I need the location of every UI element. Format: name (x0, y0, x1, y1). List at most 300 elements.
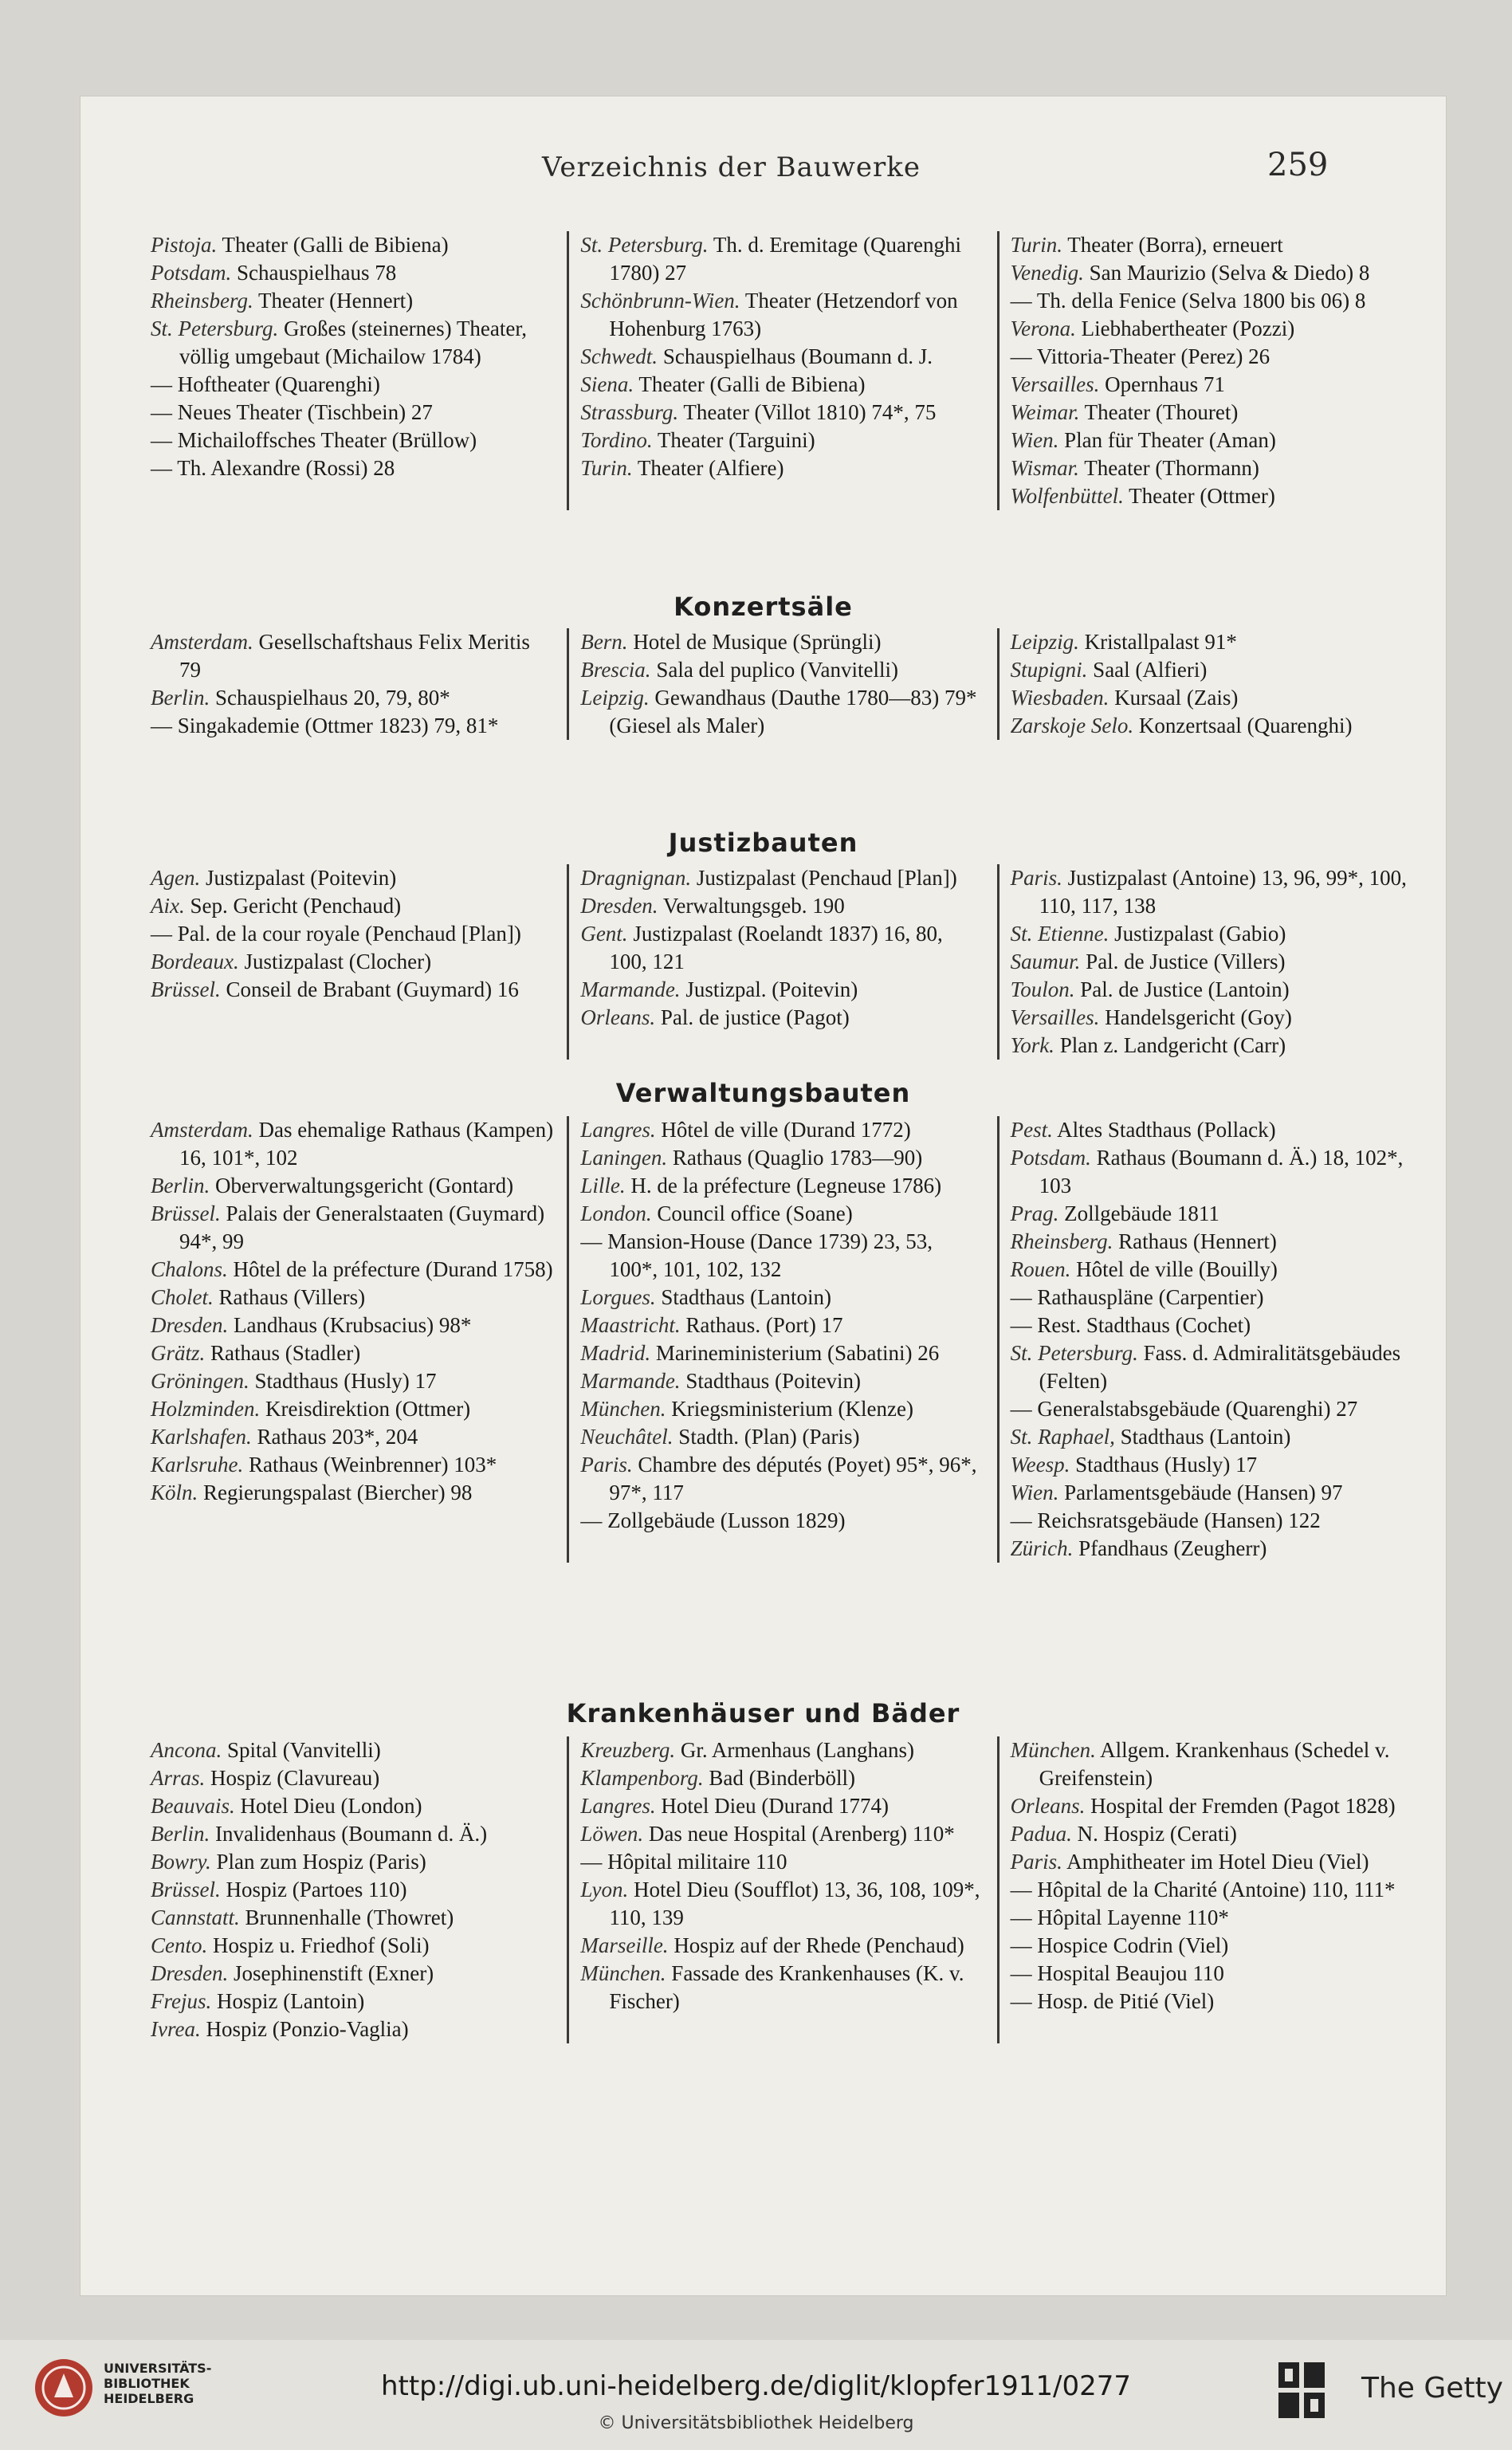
entry-text: — Hospital Beaujou 110 (1010, 1961, 1224, 1985)
place-name: Dresden. (151, 1961, 229, 1985)
entry-text: — Singakademie (Ottmer 1823) 79, 81* (151, 714, 499, 737)
index-entry (1011, 684, 1416, 712)
place-name: St. Petersburg. (580, 233, 709, 257)
index-entry (580, 920, 985, 976)
section-theater-columns (139, 231, 1427, 510)
entry-text: Das ehemalige Rathaus (Kampen) 16, 101*, 102 (179, 1118, 554, 1170)
entry-text: Sala del puplico (Vanvitelli) (650, 658, 898, 682)
index-entry (580, 399, 985, 427)
place-name: Karlsruhe. (151, 1453, 244, 1477)
index-entry (151, 1932, 556, 1960)
place-name: Versailles. (1010, 372, 1100, 396)
index-entry (580, 427, 985, 454)
place-name: Laningen. (580, 1146, 668, 1170)
index-entry (151, 1312, 556, 1339)
column-middle (567, 231, 996, 510)
entry-text: Hospiz auf der Rhede (Penchaud) (668, 1933, 964, 1957)
entry-text: Stadth. (Plan) (Paris) (673, 1425, 860, 1449)
entry-text: Altes Stadthaus (Pollack) (1052, 1118, 1276, 1142)
place-name: Pistoja. (151, 233, 218, 257)
index-entry (1011, 315, 1416, 343)
place-name: Toulon. (1010, 977, 1075, 1001)
index-entry (151, 1960, 556, 1988)
entry-text: Stadthaus (Poitevin) (680, 1369, 862, 1393)
section-verwaltungsbauten-columns (139, 1116, 1427, 1563)
index-entry (1011, 1032, 1416, 1060)
entry-text: Rathaus (Villers) (213, 1285, 366, 1309)
index-entry (580, 1200, 985, 1228)
index-entry (151, 315, 556, 371)
index-entry (151, 1792, 556, 1820)
entry-text: Spital (Vanvitelli) (222, 1738, 381, 1762)
place-name: Madrid. (580, 1341, 651, 1365)
index-entry (580, 287, 985, 343)
entry-text: Theater (Thouret) (1079, 400, 1239, 424)
entry-text: — Neues Theater (Tischbein) 27 (151, 400, 433, 424)
getty-name: The Getty (1361, 2372, 1503, 2405)
entry-text: Rathaus (Stadler) (205, 1341, 361, 1365)
section-heading-krankenhaeuser: Krankenhäuser und Bäder (566, 1698, 960, 1728)
index-entry (1011, 1284, 1416, 1312)
entry-text: — Mansion-House (Dance 1739) 23, 53, 100*, 101, 102, 132 (580, 1229, 933, 1281)
index-entry (1011, 1876, 1416, 1904)
entry-text: Gr. Armenhaus (Langhans) (675, 1738, 915, 1762)
section-heading-justizbauten: Justizbauten (668, 828, 858, 858)
place-name: Lille. (580, 1174, 626, 1197)
entry-text: Chambre des députés (Poyet) 95*, 96*, 97*, 117 (609, 1453, 977, 1504)
entry-text: Theater (Targuini) (652, 428, 815, 452)
index-entry (1011, 1792, 1416, 1820)
index-entry (1011, 712, 1416, 740)
entry-text: — Hosp. de Pitié (Viel) (1010, 1989, 1215, 2013)
place-name: Versailles. (1010, 1005, 1100, 1029)
index-entry (1011, 1932, 1416, 1960)
index-entry (151, 892, 556, 920)
place-name: St. Etienne. (1010, 922, 1109, 946)
place-name: Langres. (580, 1794, 656, 1818)
index-entry (151, 1172, 556, 1200)
entry-text: — Hospice Codrin (Viel) (1010, 1933, 1229, 1957)
index-entry (1011, 1904, 1416, 1932)
index-entry (151, 1284, 556, 1312)
viewer-footer (0, 2340, 1512, 2450)
entry-text: Plan für Theater (Aman) (1058, 428, 1276, 452)
index-entry (1011, 482, 1416, 510)
running-header (80, 147, 1447, 199)
place-name: Amsterdam. (151, 630, 253, 654)
place-name: Frejus. (151, 1989, 212, 2013)
place-name: Brescia. (580, 658, 651, 682)
place-name: Weimar. (1010, 400, 1080, 424)
index-entry (1011, 1848, 1416, 1876)
index-entry (580, 892, 985, 920)
place-name: Orleans. (1010, 1794, 1086, 1818)
place-name: Paris. (1010, 866, 1062, 890)
index-entry (151, 231, 556, 259)
place-name: York. (1010, 1033, 1054, 1057)
entry-text: — Hôpital militaire 110 (580, 1850, 787, 1874)
index-entry (151, 1256, 556, 1284)
place-name: Wolfenbüttel. (1010, 484, 1124, 508)
column-left (139, 864, 567, 1060)
index-entry (1011, 1116, 1416, 1144)
index-entry (151, 2015, 556, 2043)
column-left (139, 628, 567, 740)
entry-text: Hospiz (Ponzio-Vaglia) (200, 2017, 409, 2041)
place-name: Brüssel. (151, 977, 221, 1001)
place-name: Bordeaux. (151, 950, 239, 973)
place-name: Aix. (151, 894, 185, 918)
index-entry (580, 1395, 985, 1423)
index-entry (151, 454, 556, 482)
index-entry (580, 656, 985, 684)
entry-text: — Rathauspläne (Carpentier) (1010, 1285, 1264, 1309)
column-middle (567, 1116, 996, 1563)
index-entry (1011, 1736, 1416, 1792)
entry-text: Fassade des Krankenhauses (K. v. Fischer) (609, 1961, 964, 2013)
entry-text: Brunnenhalle (Thowret) (239, 1905, 454, 1929)
index-entry (580, 628, 985, 656)
index-entry (580, 1820, 985, 1848)
index-entry (1011, 1395, 1416, 1423)
index-entry (1011, 1339, 1416, 1395)
entry-text: Stadthaus (Husly) 17 (1070, 1453, 1258, 1477)
column-middle (567, 1736, 996, 2043)
place-name: Gröningen. (151, 1369, 249, 1393)
place-name: Zürich. (1010, 1536, 1074, 1560)
entry-text: Pal. de Justice (Villers) (1080, 950, 1286, 973)
entry-text: Regierungspalast (Biercher) 98 (198, 1481, 473, 1504)
index-entry (580, 976, 985, 1004)
entry-text: Kreisdirektion (Ottmer) (260, 1397, 471, 1421)
index-entry (151, 1479, 556, 1507)
place-name: St. Petersburg. (151, 317, 279, 340)
place-name: Marmande. (580, 1369, 681, 1393)
index-entry (580, 684, 985, 740)
place-name: London. (580, 1201, 652, 1225)
entry-text: Justizpalast (Poitevin) (200, 866, 397, 890)
place-name: Strassburg. (580, 400, 679, 424)
index-entry (580, 1367, 985, 1395)
column-right (997, 1736, 1427, 2043)
index-entry (1011, 1820, 1416, 1848)
entry-text: Justizpal. (Poitevin) (680, 977, 858, 1001)
entry-text: — Generalstabsgebäude (Quarenghi) 27 (1010, 1397, 1358, 1421)
place-name: Prag. (1010, 1201, 1059, 1225)
place-name: Dresden. (151, 1313, 229, 1337)
place-name: Lyon. (580, 1878, 629, 1901)
place-name: Gent. (580, 922, 628, 946)
entry-text: Rathaus (Weinbrenner) 103* (243, 1453, 497, 1477)
place-name: Berlin. (151, 1174, 210, 1197)
place-name: St. Petersburg. (1010, 1341, 1138, 1365)
index-entry (580, 231, 985, 287)
place-name: Lorgues. (580, 1285, 656, 1309)
place-name: Marmande. (580, 977, 681, 1001)
place-name: Chalons. (151, 1257, 228, 1281)
place-name: Turin. (1010, 233, 1062, 257)
entry-text: Hôtel de la préfecture (Durand 1758) (227, 1257, 553, 1281)
index-entry (580, 864, 985, 892)
place-name: Leipzig. (1010, 630, 1079, 654)
index-entry (151, 1451, 556, 1479)
place-name: Verona. (1010, 317, 1076, 340)
entry-text: Schauspielhaus 20, 79, 80* (210, 686, 450, 710)
index-entry (1011, 1960, 1416, 1988)
place-name: Rheinsberg. (151, 289, 253, 313)
entry-text: Stadthaus (Lantoin) (1114, 1425, 1291, 1449)
entry-text: Handelsgericht (Goy) (1099, 1005, 1292, 1029)
place-name: Wien. (1010, 1481, 1059, 1504)
permalink-url[interactable]: http://digi.ub.uni-heidelberg.de/diglit/klopfer1911/0277 (380, 2370, 1132, 2402)
entry-text: Rathaus. (Port) 17 (680, 1313, 843, 1337)
column-left (139, 1736, 567, 2043)
entry-text: Palais der Generalstaaten (Guymard) 94*, 99 (179, 1201, 545, 1253)
place-name: Cento. (151, 1933, 208, 1957)
index-entry (580, 1423, 985, 1451)
index-entry (580, 1960, 985, 2015)
index-entry (1011, 948, 1416, 976)
entry-text: Justizpalast (Gabio) (1109, 922, 1286, 946)
entry-text: Fass. d. Admiralitätsgebäudes (Felten) (1039, 1341, 1401, 1393)
index-entry (151, 1876, 556, 1904)
index-entry (1011, 628, 1416, 656)
index-entry (151, 1116, 556, 1172)
entry-text: Zollgebäude 1811 (1058, 1201, 1219, 1225)
place-name: München. (1010, 1738, 1096, 1762)
book-page (80, 96, 1447, 2296)
running-title: Verzeichnis der Bauwerke (542, 151, 921, 183)
entry-text: Kriegsministerium (Klenze) (666, 1397, 913, 1421)
place-name: Bowry. (151, 1850, 211, 1874)
entry-text: Theater (Galli de Bibiena) (634, 372, 866, 396)
index-entry (151, 371, 556, 399)
index-entry (151, 864, 556, 892)
index-entry (1011, 976, 1416, 1004)
index-entry (151, 1395, 556, 1423)
index-entry (1011, 1423, 1416, 1451)
place-name: Pest. (1010, 1118, 1053, 1142)
place-name: Venedig. (1010, 261, 1084, 285)
place-name: Holzminden. (151, 1397, 261, 1421)
place-name: Cholet. (151, 1285, 214, 1309)
place-name: Karlshafen. (151, 1425, 252, 1449)
entry-text: Rathaus (Quaglio 1783—90) (667, 1146, 923, 1170)
entry-text: Theater (Hennert) (253, 289, 414, 313)
index-entry (580, 1932, 985, 1960)
place-name: Paris. (580, 1453, 633, 1477)
entry-text: Schauspielhaus (Boumann d. J. (658, 344, 933, 368)
index-entry (1011, 231, 1416, 259)
entry-text: Landhaus (Krubsacius) 98* (228, 1313, 472, 1337)
entry-text: Rathaus (Boumann d. Ä.) 18, 102*, 103 (1039, 1146, 1404, 1197)
place-name: Orleans. (580, 1005, 656, 1029)
index-entry (1011, 1312, 1416, 1339)
copyright-notice: © Universitätsbibliothek Heidelberg (598, 2413, 914, 2433)
entry-text: Justizpalast (Roelandt 1837) 16, 80, 100, 121 (609, 922, 943, 973)
place-name: Dresden. (580, 894, 658, 918)
index-entry (1011, 1144, 1416, 1200)
place-name: Potsdam. (1010, 1146, 1091, 1170)
index-entry (1011, 287, 1416, 315)
entry-text: Großes (steinernes) Theater, völlig umgebaut (Michailow 1784) (179, 317, 528, 368)
column-right (997, 628, 1427, 740)
index-entry (151, 399, 556, 427)
index-entry (151, 1736, 556, 1764)
index-entry (151, 712, 556, 740)
index-entry (1011, 1451, 1416, 1479)
index-entry (1011, 920, 1416, 948)
entry-text: Allgem. Krankenhaus (Schedel v. Greifenstein) (1039, 1738, 1390, 1790)
index-entry (151, 948, 556, 976)
entry-text: — Zollgebäude (Lusson 1829) (580, 1508, 846, 1532)
entry-text: Marineministerium (Sabatini) 26 (650, 1341, 940, 1365)
place-name: Klampenborg. (580, 1766, 704, 1790)
entry-text: Oberverwaltungsgericht (Gontard) (210, 1174, 514, 1197)
entry-text: H. de la préfecture (Legneuse 1786) (625, 1174, 942, 1197)
index-entry (580, 1004, 985, 1032)
entry-text: Hôtel de ville (Bouilly) (1070, 1257, 1278, 1281)
column-middle (567, 864, 996, 1060)
entry-text: Rathaus 203*, 204 (251, 1425, 418, 1449)
index-entry (580, 1172, 985, 1200)
place-name: Schwedt. (580, 344, 658, 368)
index-entry (151, 259, 556, 287)
place-name: Cannstatt. (151, 1905, 240, 1929)
entry-text: Opernhaus 71 (1099, 372, 1225, 396)
entry-text: Hospiz (Lantoin) (211, 1989, 365, 2013)
entry-text: Theater (Thormann) (1078, 456, 1259, 480)
entry-text: Stadthaus (Lantoin) (655, 1285, 832, 1309)
place-name: Rheinsberg. (1010, 1229, 1113, 1253)
index-entry (1011, 259, 1416, 287)
entry-text: Plan z. Landgericht (Carr) (1054, 1033, 1286, 1057)
entry-text: Bad (Binderböll) (703, 1766, 856, 1790)
entry-text: Parlamentsgebäude (Hansen) 97 (1058, 1481, 1343, 1504)
entry-text: — Rest. Stadthaus (Cochet) (1010, 1313, 1251, 1337)
index-entry (1011, 371, 1416, 399)
place-name: Wismar. (1010, 456, 1079, 480)
index-entry (580, 1228, 985, 1284)
column-right (997, 864, 1427, 1060)
index-entry (151, 427, 556, 454)
place-name: Agen. (151, 866, 201, 890)
entry-text: Hotel Dieu (London) (234, 1794, 422, 1818)
entry-text: Sep. Gericht (Penchaud) (184, 894, 402, 918)
place-name: München. (580, 1397, 666, 1421)
section-konzertsaele-columns (139, 628, 1427, 740)
place-name: Dragnignan. (580, 866, 692, 890)
section-heading-verwaltungsbauten: Verwaltungsbauten (615, 1078, 911, 1108)
index-entry (151, 1423, 556, 1451)
index-entry (580, 343, 985, 371)
entry-text: Hotel Dieu (Soufflot) 13, 36, 108, 109*, 110, 139 (609, 1878, 980, 1929)
place-name: Potsdam. (151, 261, 232, 285)
entry-text: San Maurizio (Selva & Diedo) 8 (1083, 261, 1370, 285)
place-name: Marseille. (580, 1933, 669, 1957)
index-entry (580, 1736, 985, 1764)
place-name: Maastricht. (580, 1313, 681, 1337)
entry-text: Hotel Dieu (Durand 1774) (655, 1794, 890, 1818)
index-entry (580, 371, 985, 399)
entry-text: Pfandhaus (Zeugherr) (1073, 1536, 1267, 1560)
entry-text: Kursaal (Zais) (1109, 686, 1239, 710)
entry-text: N. Hospiz (Cerati) (1071, 1822, 1237, 1846)
entry-text: Pal. de Justice (Lantoin) (1074, 977, 1290, 1001)
place-name: Schönbrunn-Wien. (580, 289, 740, 313)
index-entry (580, 454, 985, 482)
index-entry (1011, 1535, 1416, 1563)
entry-text: Hôtel de ville (Durand 1772) (655, 1118, 911, 1142)
column-right (997, 231, 1427, 510)
entry-text: — Th. della Fenice (Selva 1800 bis 06) 8 (1010, 289, 1366, 313)
index-entry (151, 1904, 556, 1932)
place-name: Brüssel. (151, 1878, 221, 1901)
entry-text: Plan zum Hospiz (Paris) (210, 1850, 426, 1874)
entry-text: Council office (Soane) (651, 1201, 853, 1225)
index-entry (1011, 343, 1416, 371)
place-name: Turin. (580, 456, 633, 480)
column-middle (567, 628, 996, 740)
index-entry (1011, 656, 1416, 684)
column-left (139, 231, 567, 510)
entry-text: — Michailoffsches Theater (Brüllow) (151, 428, 477, 452)
index-entry (580, 1792, 985, 1820)
index-entry (1011, 864, 1416, 920)
place-name: Beauvais. (151, 1794, 235, 1818)
index-entry (151, 628, 556, 684)
place-name: Stupigni. (1010, 658, 1088, 682)
index-entry (580, 1312, 985, 1339)
place-name: Bern. (580, 630, 628, 654)
entry-text: Kristallpalast 91* (1078, 630, 1237, 654)
entry-text: Das neue Hospital (Arenberg) 110* (643, 1822, 955, 1846)
entry-text: Rathaus (Hennert) (1113, 1229, 1277, 1253)
place-name: Wiesbaden. (1010, 686, 1109, 710)
index-entry (1011, 454, 1416, 482)
place-name: Arras. (151, 1766, 206, 1790)
entry-text: Hospiz u. Friedhof (Soli) (207, 1933, 430, 1957)
place-name: Köln. (151, 1481, 198, 1504)
index-entry (580, 1144, 985, 1172)
index-entry (151, 1367, 556, 1395)
entry-text: Theater (Villot 1810) 74*, 75 (678, 400, 937, 424)
index-entry (151, 1764, 556, 1792)
place-name: Langres. (580, 1118, 656, 1142)
entry-text: — Hôpital de la Charité (Antoine) 110, 111* (1010, 1878, 1396, 1901)
column-right (997, 1116, 1427, 1563)
entry-text: Theater (Borra), erneuert (1062, 233, 1283, 257)
index-entry (1011, 1479, 1416, 1507)
section-krankenhaeuser-columns (139, 1736, 1427, 2043)
place-name: Paris. (1010, 1850, 1062, 1874)
index-entry (1011, 427, 1416, 454)
place-name: Ancona. (151, 1738, 222, 1762)
index-entry (580, 1116, 985, 1144)
entry-text: Schauspielhaus 78 (231, 261, 397, 285)
entry-text: — Th. Alexandre (Rossi) 28 (151, 456, 395, 480)
index-entry (151, 1988, 556, 2015)
place-name: Rouen. (1010, 1257, 1071, 1281)
index-entry (151, 1200, 556, 1256)
place-name: Tordino. (580, 428, 653, 452)
index-entry (1011, 399, 1416, 427)
index-entry (151, 287, 556, 315)
place-name: Amsterdam. (151, 1118, 253, 1142)
entry-text: Theater (Hetzendorf von Hohenburg 1763) (609, 289, 958, 340)
index-entry (580, 1876, 985, 1932)
place-name: Kreuzberg. (580, 1738, 676, 1762)
